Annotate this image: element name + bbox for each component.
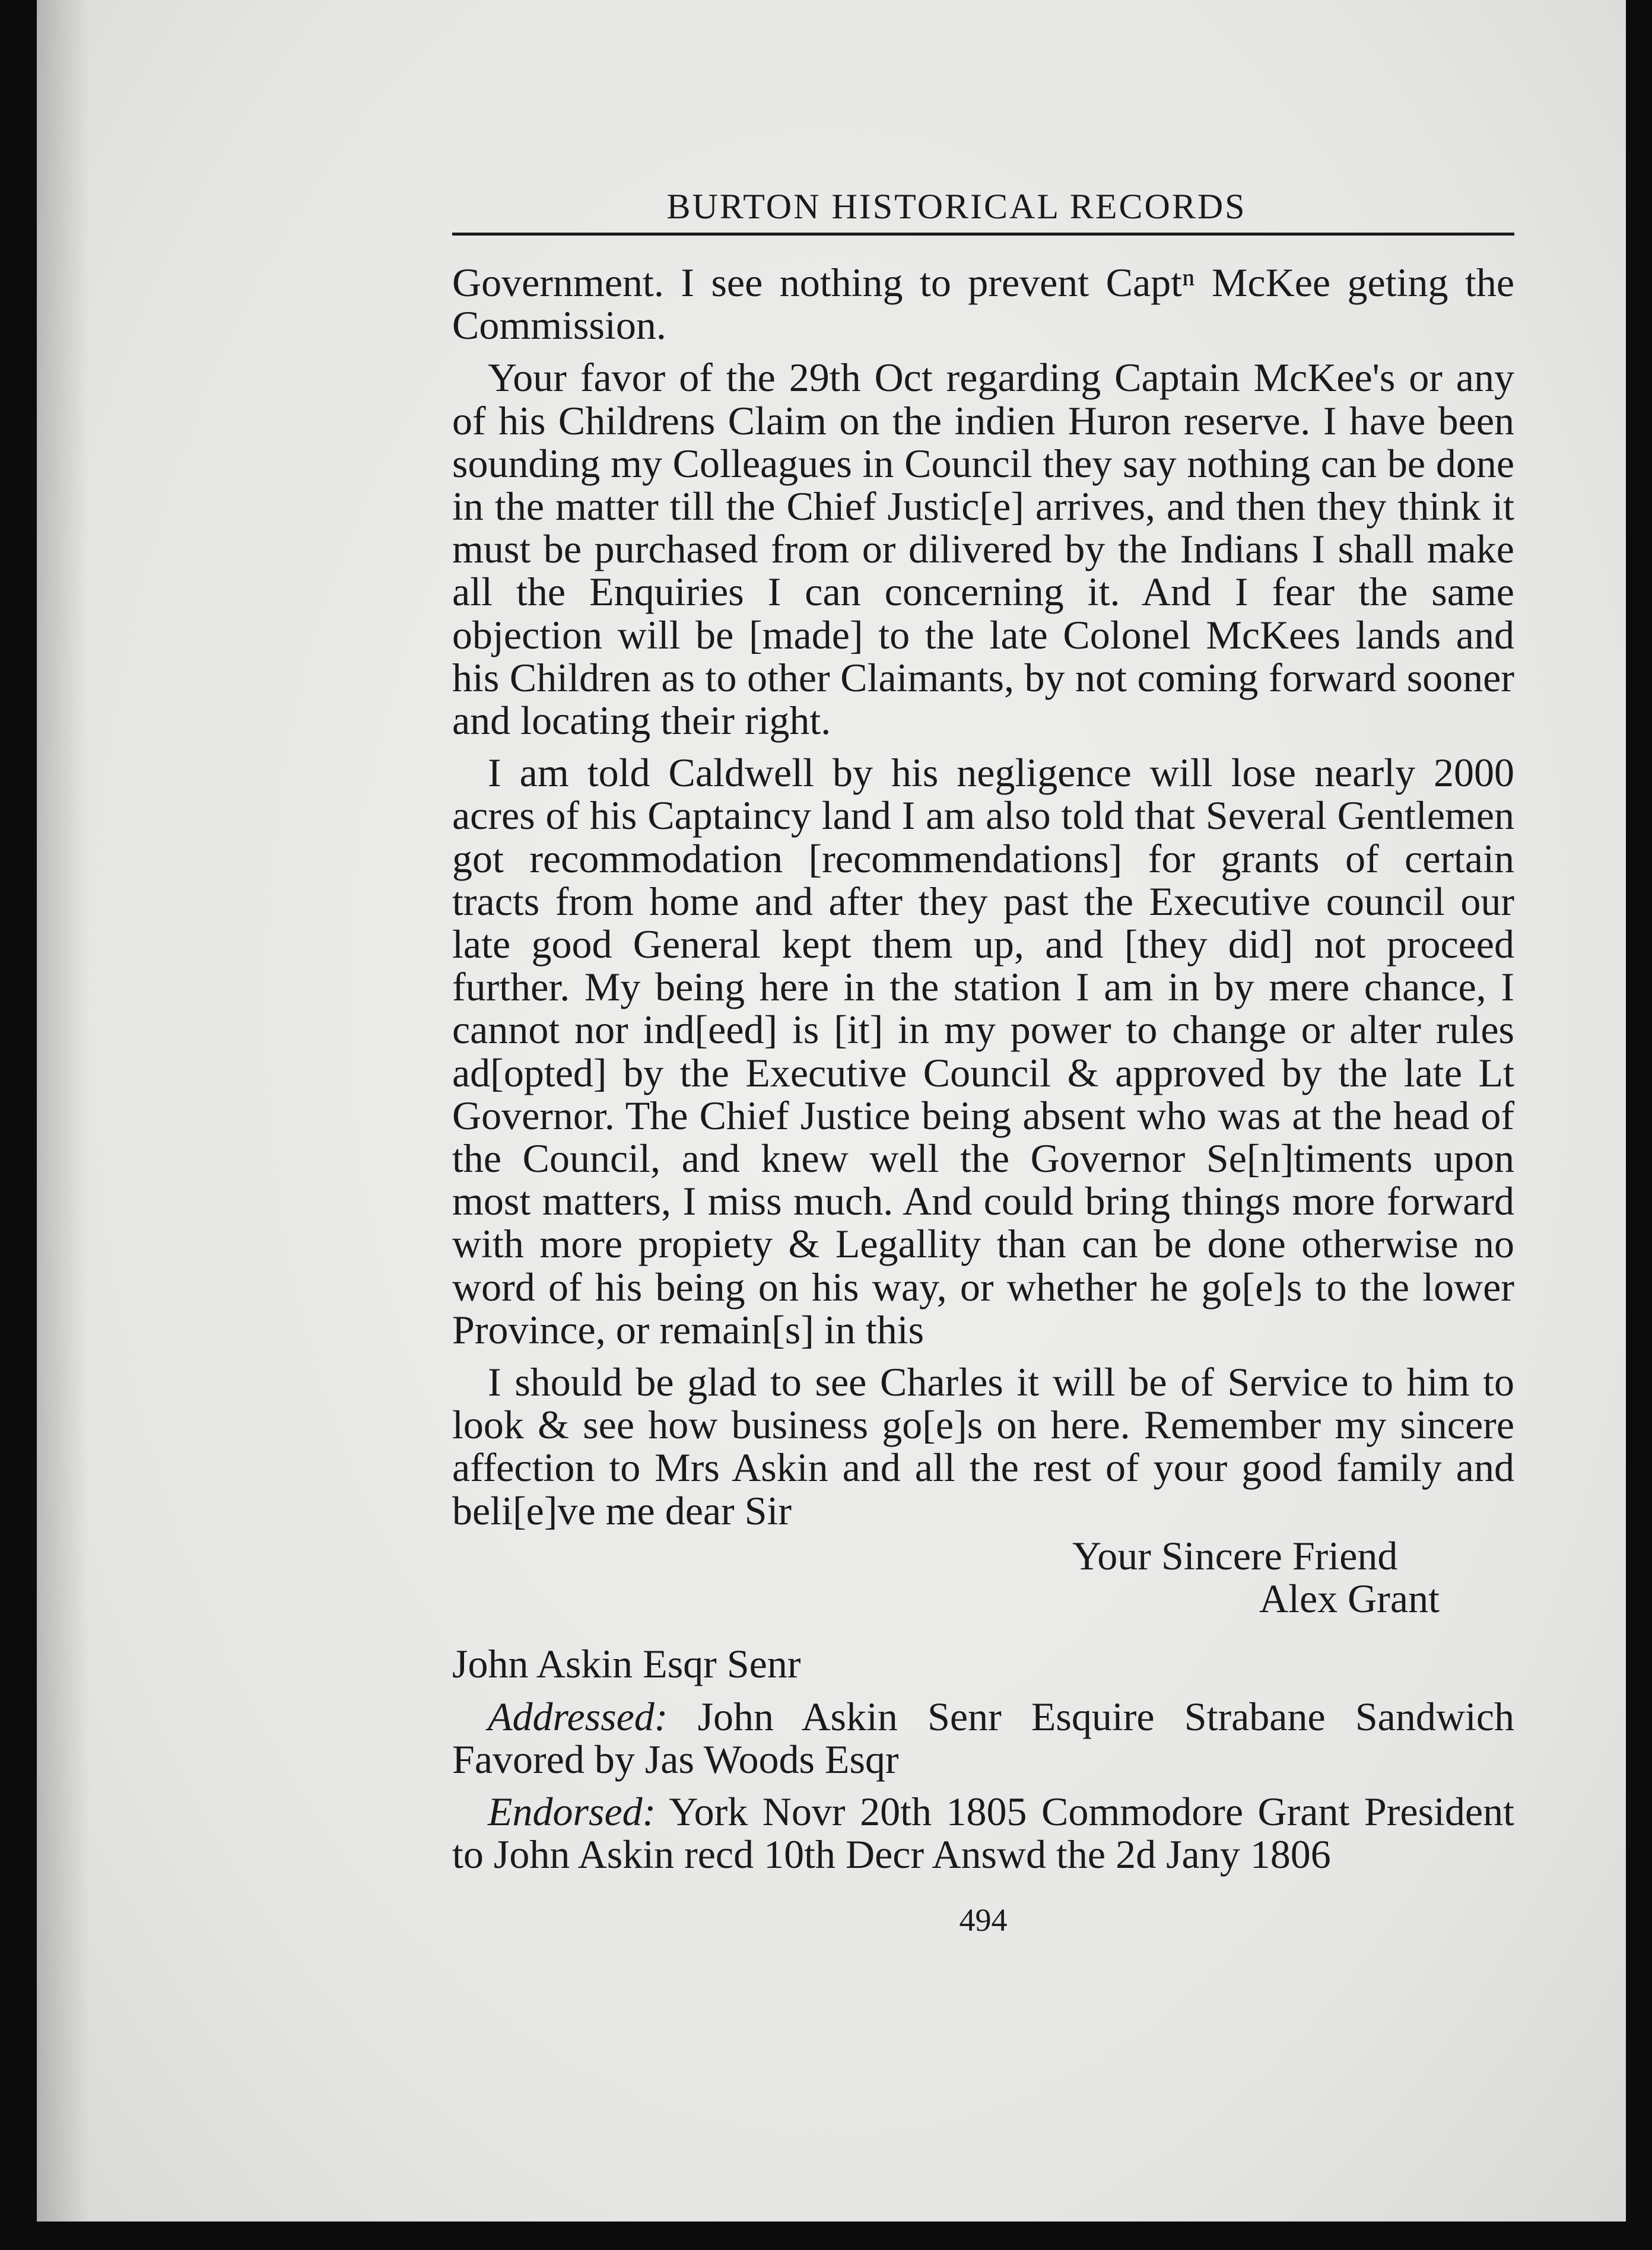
running-head: BURTON HISTORICAL RECORDS bbox=[666, 187, 1247, 226]
paragraph-3: I am told Caldwell by his negligence will lose nearly 2000 acres of his Captaincy land I am also told that Several Gentlemen got recommodation [recommendations] for grants of certain tracts from home and after they past the Executive council our late good General kept them up, and [they did] not proceed further. My being here in the station I am in by mere chance, I cannot nor ind[eed] is [it] in my power to change or alter rules ad[opted] by the Executive Council & approved by the late Lt Governor. The Chief Justice being absent who was at the head of the Council, and knew well the Governor Se[n]timents upon most matters, I miss much. And could bring things more forward with more propiety & Legallity than can be done otherwise no word of his being on his way, or whether he go[e]s to the lower Province, or remain[s] in this bbox=[452, 750, 1514, 1352]
signature: Alex Grant bbox=[1259, 1576, 1440, 1622]
header-rule bbox=[452, 233, 1514, 236]
page-shadow bbox=[37, 0, 90, 2222]
addressed-note bbox=[452, 1695, 1514, 1781]
endorsed-text: York Novr 20th 1805 Commodore Grant President to John Askin recd 10th Decr Answd the 2d Jany 1806 bbox=[452, 1788, 1514, 1877]
endorsed-label: Endorsed: bbox=[488, 1788, 656, 1834]
endorsed-note bbox=[452, 1790, 1514, 1876]
book-page bbox=[37, 0, 1626, 2222]
addressed-text: John Askin Senr Esquire Strabane Sandwich Favored by Jas Woods Esqr bbox=[452, 1693, 1514, 1782]
letter-body bbox=[452, 261, 1514, 1876]
addressed-label: Addressed: bbox=[488, 1693, 668, 1739]
paragraph-4: I should be glad to see Charles it will be of Service to him to look & see how business go[e]s on here. Remember my sincere affection to Mrs Askin and all the rest of your good family and beli[e]ve me dear Sir bbox=[452, 1359, 1514, 1533]
closing-line: Your Sincere Friend bbox=[1072, 1533, 1398, 1578]
page-number: 494 bbox=[959, 1902, 1008, 1938]
paragraph-1: Government. I see nothing to prevent Captⁿ McKee geting the Commission. bbox=[452, 260, 1514, 348]
paragraph-2: Your favor of the 29th Oct regarding Captain McKee's or any of his Childrens Claim on the indien Huron reserve. I have been sounding my Colleagues in Council they say nothing can be done in the matter till the Chief Justic[e] arrives, and then they think it must be purchased from or dilivered by the Indians I shall make all the Enquiries I can concerning it. And I fear the same objection will be [made] to the late Colonel McKees lands and his Children as to other Claimants, by not coming forward sooner and locating their right. bbox=[452, 355, 1514, 743]
addressee: John Askin Esqr Senr bbox=[452, 1641, 801, 1687]
